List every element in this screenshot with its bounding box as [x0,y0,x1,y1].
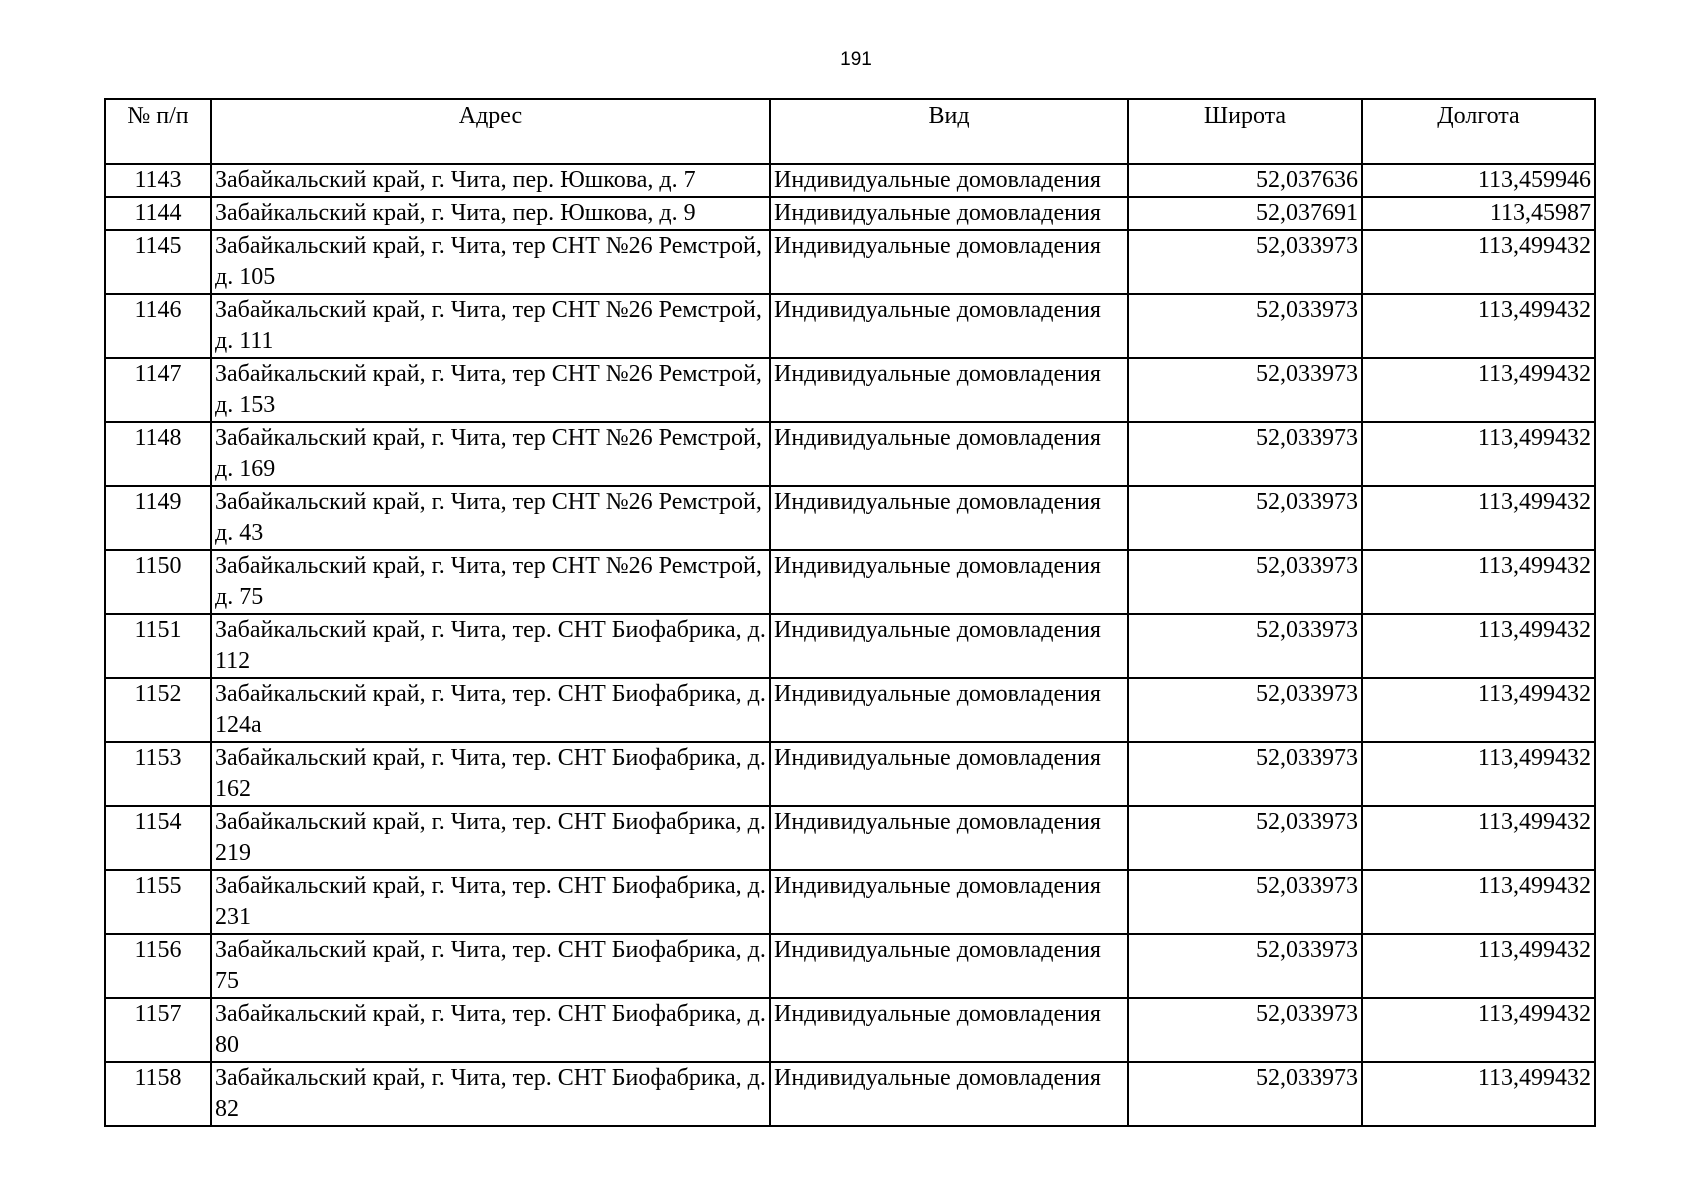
table-body [105,164,1595,1126]
header-address: Адрес [211,99,770,164]
row-kind: Индивидуальные домовладения [770,197,1128,230]
row-kind: Индивидуальные домовладения [770,164,1128,197]
row-address: Забайкальский край, г. Чита, тер СНТ №26 Ремстрой, д. 75 [211,550,770,614]
row-latitude: 52,033973 [1128,294,1362,358]
row-address: Забайкальский край, г. Чита, тер. СНТ Биофабрика, д. 75 [211,934,770,998]
row-latitude: 52,033973 [1128,422,1362,486]
row-number: 1155 [105,870,211,934]
row-latitude: 52,033973 [1128,998,1362,1062]
row-longitude: 113,499432 [1362,230,1595,294]
row-number: 1144 [105,197,211,230]
row-kind: Индивидуальные домовладения [770,550,1128,614]
table-row [105,486,1595,550]
address-table [104,98,1596,1127]
row-latitude: 52,033973 [1128,934,1362,998]
row-longitude: 113,499432 [1362,358,1595,422]
row-latitude: 52,033973 [1128,870,1362,934]
table-row [105,164,1595,197]
table-row [105,1062,1595,1126]
row-kind: Индивидуальные домовладения [770,934,1128,998]
row-longitude: 113,45987 [1362,197,1595,230]
row-longitude: 113,499432 [1362,678,1595,742]
row-latitude: 52,037691 [1128,197,1362,230]
row-number: 1149 [105,486,211,550]
row-longitude: 113,499432 [1362,742,1595,806]
table-row [105,230,1595,294]
row-kind: Индивидуальные домовладения [770,230,1128,294]
row-longitude: 113,499432 [1362,294,1595,358]
row-number: 1150 [105,550,211,614]
table-row [105,358,1595,422]
row-kind: Индивидуальные домовладения [770,486,1128,550]
table-row [105,550,1595,614]
row-latitude: 52,033973 [1128,358,1362,422]
row-address: Забайкальский край, г. Чита, тер. СНТ Биофабрика, д. 112 [211,614,770,678]
row-number: 1147 [105,358,211,422]
row-number: 1151 [105,614,211,678]
header-latitude: Широта [1128,99,1362,164]
row-longitude: 113,499432 [1362,486,1595,550]
row-address: Забайкальский край, г. Чита, тер СНТ №26 Ремстрой, д. 43 [211,486,770,550]
row-kind: Индивидуальные домовладения [770,358,1128,422]
row-longitude: 113,499432 [1362,1062,1595,1126]
row-address: Забайкальский край, г. Чита, тер. СНТ Биофабрика, д. 219 [211,806,770,870]
table-row [105,742,1595,806]
table-row [105,678,1595,742]
table-row [105,870,1595,934]
row-latitude: 52,033973 [1128,1062,1362,1126]
table-row [105,422,1595,486]
row-number: 1156 [105,934,211,998]
row-longitude: 113,499432 [1362,934,1595,998]
row-kind: Индивидуальные домовладения [770,678,1128,742]
row-longitude: 113,499432 [1362,614,1595,678]
table-row [105,294,1595,358]
row-address: Забайкальский край, г. Чита, пер. Юшкова, д. 9 [211,197,770,230]
row-latitude: 52,037636 [1128,164,1362,197]
row-kind: Индивидуальные домовладения [770,294,1128,358]
row-address: Забайкальский край, г. Чита, тер. СНТ Биофабрика, д. 80 [211,998,770,1062]
table-row [105,934,1595,998]
row-number: 1158 [105,1062,211,1126]
row-address: Забайкальский край, г. Чита, тер. СНТ Биофабрика, д. 124а [211,678,770,742]
row-longitude: 113,499432 [1362,806,1595,870]
row-address: Забайкальский край, г. Чита, тер. СНТ Биофабрика, д. 82 [211,1062,770,1126]
row-address: Забайкальский край, г. Чита, тер СНТ №26 Ремстрой, д. 153 [211,358,770,422]
header-row [105,99,1595,164]
row-number: 1153 [105,742,211,806]
row-number: 1148 [105,422,211,486]
row-kind: Индивидуальные домовладения [770,1062,1128,1126]
header-kind: Вид [770,99,1128,164]
row-address: Забайкальский край, г. Чита, тер СНТ №26 Ремстрой, д. 105 [211,230,770,294]
table-header [105,99,1595,164]
table-row [105,806,1595,870]
row-number: 1154 [105,806,211,870]
row-latitude: 52,033973 [1128,550,1362,614]
row-address: Забайкальский край, г. Чита, тер СНТ №26 Ремстрой, д. 111 [211,294,770,358]
row-kind: Индивидуальные домовладения [770,422,1128,486]
row-latitude: 52,033973 [1128,486,1362,550]
row-address: Забайкальский край, г. Чита, тер СНТ №26 Ремстрой, д. 169 [211,422,770,486]
row-kind: Индивидуальные домовладения [770,614,1128,678]
row-latitude: 52,033973 [1128,806,1362,870]
row-kind: Индивидуальные домовладения [770,998,1128,1062]
row-address: Забайкальский край, г. Чита, тер. СНТ Биофабрика, д. 231 [211,870,770,934]
row-longitude: 113,459946 [1362,164,1595,197]
table-row [105,998,1595,1062]
row-kind: Индивидуальные домовладения [770,870,1128,934]
row-number: 1145 [105,230,211,294]
row-number: 1152 [105,678,211,742]
row-latitude: 52,033973 [1128,614,1362,678]
table-row [105,614,1595,678]
row-kind: Индивидуальные домовладения [770,806,1128,870]
row-longitude: 113,499432 [1362,550,1595,614]
row-longitude: 113,499432 [1362,870,1595,934]
header-longitude: Долгота [1362,99,1595,164]
row-kind: Индивидуальные домовладения [770,742,1128,806]
row-latitude: 52,033973 [1128,678,1362,742]
row-address: Забайкальский край, г. Чита, тер. СНТ Биофабрика, д. 162 [211,742,770,806]
row-address: Забайкальский край, г. Чита, пер. Юшкова, д. 7 [211,164,770,197]
table-row [105,197,1595,230]
header-number: № п/п [105,99,211,164]
page-number: 191 [840,49,872,70]
row-longitude: 113,499432 [1362,422,1595,486]
row-number: 1143 [105,164,211,197]
row-latitude: 52,033973 [1128,230,1362,294]
row-longitude: 113,499432 [1362,998,1595,1062]
row-number: 1146 [105,294,211,358]
row-number: 1157 [105,998,211,1062]
row-latitude: 52,033973 [1128,742,1362,806]
